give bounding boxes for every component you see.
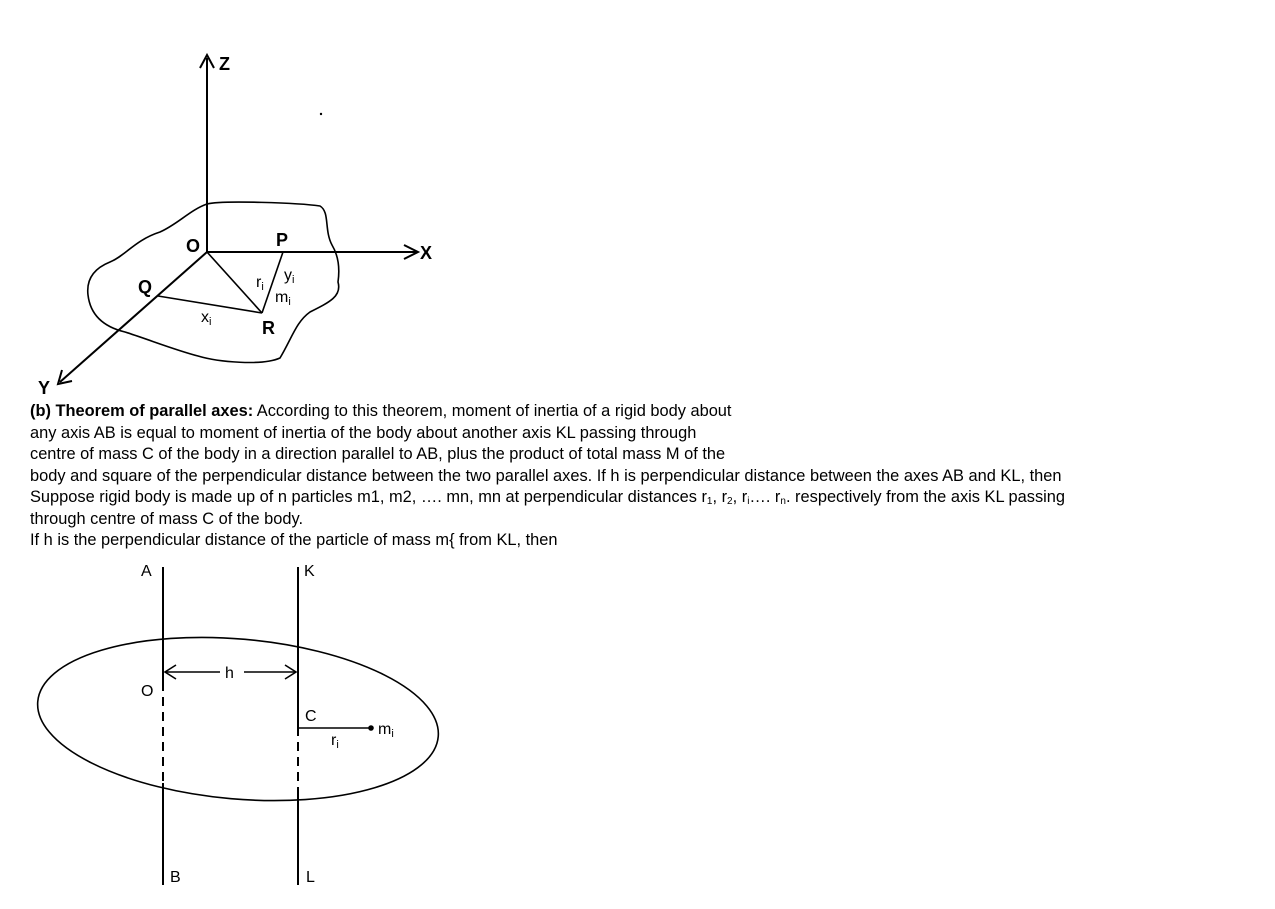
label-mi: mi: [275, 289, 291, 308]
label-o2: O: [141, 683, 154, 700]
label-mi2: mi: [378, 721, 394, 740]
label-ri: ri: [256, 274, 264, 293]
text-line-4: body and square of the perpendicular distance between the two parallel axes. If h is perpendicular distance between the axes AB and KL, then: [30, 466, 1062, 485]
label-q: Q: [138, 277, 153, 297]
parallel-axes-diagram: [0, 555, 480, 895]
label-h: h: [225, 665, 234, 682]
axes-diagram: [0, 0, 460, 400]
rigid-body-ellipse: [31, 622, 445, 816]
label-xi: xi: [201, 309, 212, 328]
segment-or: [207, 252, 262, 313]
text-line-1-rest: According to this theorem, moment of inertia of a rigid body about: [253, 402, 732, 420]
y-axis: [60, 252, 207, 382]
particle-mi: [368, 725, 374, 731]
text-line-1: [30, 401, 1230, 423]
text-line-5: Suppose rigid body is made up of n particles m1, m2, …. mn, mn at perpendicular distances r1, r2, ri…. rn. respectively from the axis KL passing: [30, 488, 1066, 507]
rigid-body-outline: [88, 202, 339, 362]
label-l: L: [306, 869, 315, 886]
segment-qr: [158, 296, 262, 313]
label-p: P: [276, 230, 289, 250]
label-x: X: [420, 243, 433, 263]
label-r: R: [262, 318, 275, 338]
theorem-heading: (b) Theorem of parallel axes:: [30, 402, 254, 420]
text-line-7: If h is the perpendicular distance of the particle of mass m{ from KL, then: [30, 531, 558, 549]
label-b: B: [170, 869, 181, 886]
text-line-6: through centre of mass C of the body.: [30, 509, 304, 528]
label-a: A: [141, 563, 152, 580]
label-z: Z: [219, 54, 230, 74]
label-y: Y: [38, 378, 51, 398]
text-line-3: centre of mass C of the body in a direction parallel to AB, plus the product of total mass M of the: [30, 445, 726, 463]
label-c: C: [305, 708, 317, 725]
theorem-text: [30, 401, 1230, 552]
label-o: O: [186, 236, 201, 256]
text-line-2: any axis AB is equal to moment of inertia of the body about another axis KL passing through: [30, 423, 697, 442]
label-yi: yi: [284, 267, 295, 286]
scan-speck: [320, 113, 322, 115]
label-k: K: [304, 563, 315, 580]
label-ri2: ri: [331, 732, 339, 751]
